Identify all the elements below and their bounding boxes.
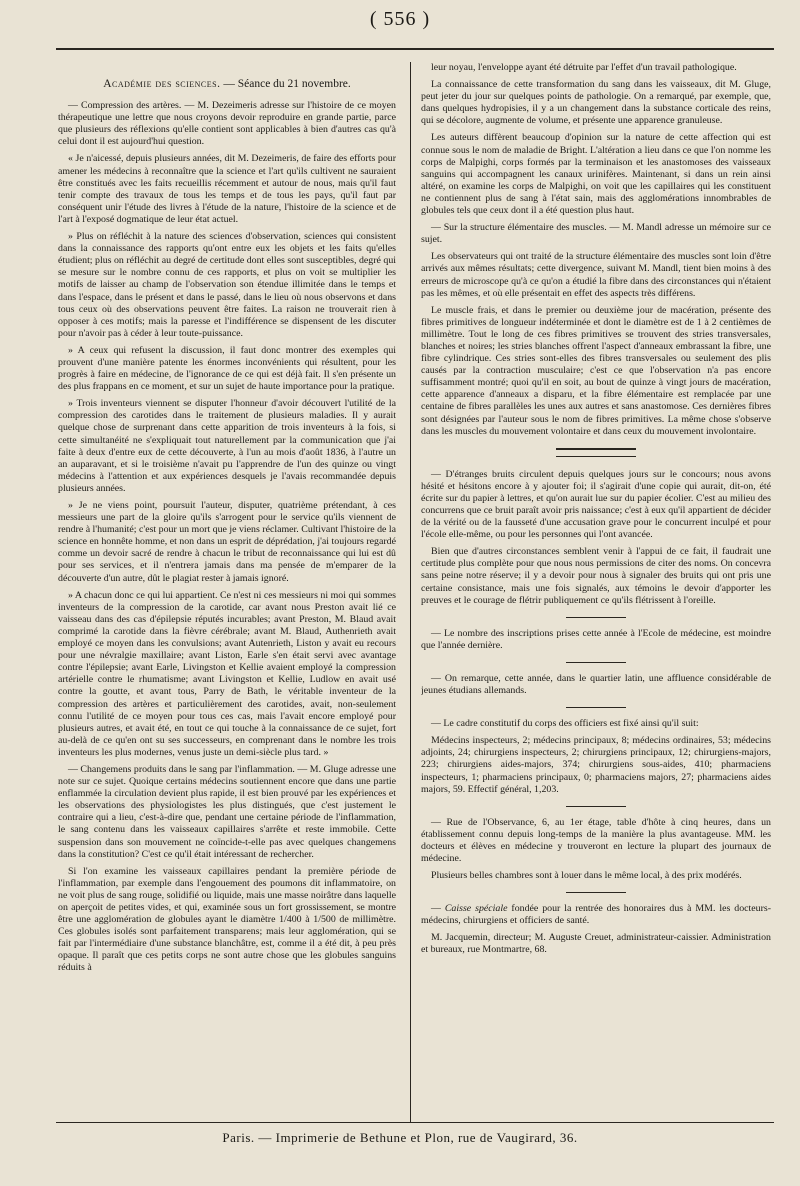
- article-paragraph: Plusieurs belles chambres sont à louer dans le même local, à des prix modérés.: [431, 870, 742, 882]
- right-column: [421, 62, 771, 1118]
- separator: [566, 892, 626, 893]
- article-paragraph: — Rue de l'Observance, 6, au 1er étage, table d'hôte à cinq heures, dans un établissement connu depuis long-temps de la manière la plus avantageuse. MM. les docteurs et élèves en médecine y trouveront en lecture la plupart des journaux de médecine.: [421, 816, 771, 864]
- article-paragraph: La connaissance de cette transformation du sang dans les vaisseaux, dit M. Gluge, peut jeter du jour sur quelques points de pathologie. On a remarqué, par exemple, que, dans quelques hydropisies, il y a un changement dans la substance corticale des reins, qui se décolore, augmente de volume, et présente une apparence granuleuse.: [421, 79, 771, 127]
- article-paragraph: — On remarque, cette année, dans le quartier latin, une affluence considérable de jeunes étudians allemands.: [421, 672, 771, 697]
- article-paragraph: — Compression des artères. — M. Dezeimeris adresse sur l'histoire de ce moyen thérapeutique une lettre que nous croyons devoir reproduire en grande partie, parce que plusieurs des réflexions qu'elle contient sont applicables à bien d'autres cas qu'à celui dont il est aujourd'hui question.: [58, 100, 396, 148]
- article-paragraph: — Caisse spéciale fondée pour la rentrée des honoraires dus à MM. les docteurs-médecins, chirurgiens et officiers de santé.: [421, 903, 771, 927]
- separator: [566, 806, 626, 807]
- left-column: [58, 62, 396, 1118]
- article-paragraph: — Le nombre des inscriptions prises cette année à l'Ecole de médecine, est moindre que l'année dernière.: [421, 627, 771, 651]
- top-rule: [56, 48, 774, 50]
- page-number: ( 556 ): [369, 8, 431, 30]
- article-paragraph: leur noyau, l'enveloppe ayant été détruite par l'effet d'un travail pathologique.: [431, 62, 737, 73]
- separator: [566, 617, 626, 618]
- separator: [566, 662, 626, 663]
- article-paragraph: — Changemens produits dans le sang par l'inflammation. — M. Gluge adresse une note sur ce sujet. Quoique certains médecins soutiennent encore que dans une partie enflammée la circulation devient plus rapide, il est bien prouvé par les expériences et les observations des physiologistes les plus distingués, que c'est justement le contraire qui a lieu, c'est-à-dire que, pendant une certaine période de l'inflammation, le sang contenu dans les vaisseaux capillaires s'arrête et reste immobile. Cette suspension dans son mouvement ne coïncide-t-elle pas avec quelques changemens dans la constitution? C'est ce qu'il était intéressant de rechercher.: [58, 763, 396, 860]
- heading-academy: Académie des sciences.: [103, 78, 221, 90]
- heading-session: — Séance du 21 novembre.: [220, 78, 351, 90]
- article-paragraph: Médecins inspecteurs, 2; médecins principaux, 8; médecins ordinaires, 53; médecins adjoints, 24; chirurgiens inspecteurs, 2; chirurgiens principaux, 12; chirurgiens-majors, 223; chirurgiens aides-majors, 374; chirurgiens sous-aides, 410; pharmaciens inspecteurs, 1; pharmaciens principaux, 0; pharmaciens majors, 27; pharmaciens aides majors, 59. Effectif général, 1,203.: [421, 735, 771, 795]
- article-paragraph: — Le cadre constitutif du corps des officiers est fixé ainsi qu'il suit:: [431, 718, 699, 730]
- article-paragraph: Le muscle frais, et dans le premier ou deuxième jour de macération, présente des fibres primitives de longueur indéterminée et dont le diamètre est de 1 à 2 centièmes de millimètre. Tout le long de ces fibres primitives se trouvent des stries transversales, blanches et noires; les stries blanches offrent l'aspect d'anneaux embrassant la fibre, une fibre cylindrique. Ces stries sont-elles des fibres transversales ou seulement des plis causés par la contraction musculaire; c'est ce que l'observation n'a pas encore suffisamment montré; quoi qu'il en soit, au bout de quinze à vingt jours de macération, cette apparence d'anneaux a disparu, et la fibre élémentaire est remplacée par une centaine de fibres parallèles les unes aux autres et sans anastomose. Ces dernières fibres sont désignées par l'auteur sous le nom de fibres primitives. La même chose s'observe dans les muscles du mouvement volontaire et dans ceux du mouvement involontaire.: [421, 304, 771, 437]
- article-paragraph: M. Jacquemin, directeur; M. Auguste Creuet, administrateur-caissier. Administration et bureaux, rue Montmartre, 68.: [421, 932, 771, 956]
- article-paragraph: — Sur la structure élémentaire des muscles. — M. Mandl adresse un mémoire sur ce sujet.: [421, 222, 771, 246]
- column-divider: [410, 62, 411, 1122]
- article-paragraph: Si l'on examine les vaisseaux capillaires pendant la première période de l'inflammation, par exemple dans l'engouement des poumons dit inflammatoire, on ne voit plus de sang rouge, solidifié ou liquide, mais une masse noirâtre dans laquelle on aperçoit de petites vides, et qui, examinée sous un fort grossissement, se montre être une agglomération de globules ayant le diamètre 1/400 à 1/500 de millimètre. Ces globules isolés sont parfaitement transparens; mais leur agglomération, qui se fait par l'intermédiaire d'une substance blanchâtre, est, comme il a été dit, à peu près opaque. Il paraît que ces petits corps ne sont autre chose que les globules sanguins réduits à: [58, 865, 396, 974]
- article-paragraph: » Trois inventeurs viennent se disputer l'honneur d'avoir découvert l'utilité de la compression des carotides dans le traitement de plusieurs maladies. Il y aurait quelque chose de surprenant dans cette apparition de trois inventeurs à la fois, si cette simultanéité ne s'expliquait tout naturellement par la communication que j'ai faite à deux d'entre eux de cette découverte, à l'un au mois d'août 1836, à l'autre un an auparavant, et si le troisième n'avait pu l'apprendre de l'un des quinze ou vingt médecins à l'attention et aux expériences desquels je l'avais recommandée depuis plusieurs années.: [58, 398, 396, 494]
- ornamental-separator: [556, 448, 636, 457]
- printer-footer: Paris. — Imprimerie de Bethune et Plon, rue de Vaugirard, 36.: [222, 1130, 578, 1145]
- caisse-title: Caisse spéciale: [444, 903, 508, 915]
- separator: [566, 707, 626, 708]
- caisse-text: fondée pour la rentrée des honoraires dus à MM. les docteurs-médecins, chirurgiens et officiers de santé.: [421, 903, 771, 927]
- article-paragraph: » Plus on réfléchit à la nature des sciences d'observation, sciences qui consistent dans la connaissance des rapports qu'ont entre eux les objets et les faits qu'elles étudient; plus on réfléchit au degré de certitude dont elles sont susceptibles, degré qui se mesure sur le nombre connu de ces rapports, et plus on voit se multiplier les motifs de laisser au champ de l'observation son étendue illimitée dans le temps et dans l'espace, dans le présent et dans le passé, dans le lieu où nous observons et dans tous ceux où des observations peuvent être faites. La raison ne trouverait rien à opposer à ces motifs; mais la paresse et l'indifférence se dispensent de les discuter pour n'avoir pas à céder à leur toute-puissance.: [58, 231, 396, 339]
- bottom-rule: [56, 1122, 774, 1123]
- article-paragraph: » A chacun donc ce qui lui appartient. Ce n'est ni ces messieurs ni moi qui sommes inventeurs de la compression de la carotide, car avant nous Preston avait lié ce vaisseau dans des cas d'épilepsie réputés incurables; avant Preston, M. Blaud avait comprimé la carotide dans la fièvre cérébrale; avant M. Blaud, Authenrieth avait employé ce moyen dans les convulsions; avant Autenrieth, Liston y avait eu recours pour une névralgie maxillaire; avant Liston, Earle s'en était servi avec avantage contre l'épilepsie; avant Earle, Livingston et Kellie avaient employé la compression artérielle contre le rhumatisme; avant Livingston et Kellie, Ludlow en avait usé contre la goutte, et avant tous, Parry de Bath, le véritable inventeur de la compression des artères et particulièrement des carotides, avait, non-seulement connu l'utilité de ce moyen pour tous ces cas, mais l'avait encore employé pour plusieurs autres, et avait été, en tout ce qui touche à la connaissance de ce sujet, fort au-delà de ce qu'en ont su ses successeurs, en comprenant dans le nombre les trois inventeurs les plus modernes, venus juste un demi-siècle plus tard. »: [58, 589, 396, 758]
- article-paragraph: » Je ne viens point, poursuit l'auteur, disputer, quatrième prétendant, à ces messieurs une part de la gloire qu'ils s'arrogent pour le service qu'ils viennent de rendre à l'humanité; c'est pour un mort que je viens réclamer. Cultivant l'histoire de la science en honnête homme, et non dans un esprit de déprédation, j'ai toujours regardé comme un devoir sacré de rendre à chacun le tribut de reconnaissance qui lui est dû pour ses services, et il n'entrera jamais dans ma pensée de m'emparer de la découverte d'un autre, dût le plagiat rester à jamais ignoré.: [58, 500, 396, 584]
- article-paragraph: » A ceux qui refusent la discussion, il faut donc montrer des exemples qui prouvent d'une manière patente les énormes inconvénients qui résultent, pour les progrès à faire en médecine, de l'ignorance de ce qui est déjà fait. Il s'en présente un des plus frappans en ce moment, et sur un sujet de haute importance pour la pratique.: [58, 344, 396, 393]
- article-paragraph: Les auteurs diffèrent beaucoup d'opinion sur la nature de cette affection qui est connue sous le nom de maladie de Bright. L'altération a lieu dans ce que l'on nomme les corps de Malpighi, corps formés par la terminaison et les anastomoses des vaisseaux sanguins qui accompagnent les canaux urinifères. Maintenant, si dans un rein ainsi altéré, on examine les corps de Malpighi, on voit que les capillaires qui les constituent ne contiennent plus de sang à l'état sain, mais des agglomérations innombrables de globules tels que ceux dont il a été question plus haut.: [421, 132, 771, 217]
- article-paragraph: Les observateurs qui ont traité de la structure élémentaire des muscles sont loin d'être arrivés aux mêmes résultats; cette divergence, suivant M. Mandl, tient bien moins à des erreurs de microscope qu'à ce qu'on a étudié la fibre dans des circonstances qui n'étaient pas les mêmes, et où elle présentait en effet des aspects très différens.: [421, 251, 771, 299]
- article-paragraph: Bien que d'autres circonstances semblent venir à l'appui de ce fait, il faudrait une certitude plus complète pour que nous nous permissions de citer des noms. On concevra sans peine notre réserve; il y a devoir pour nous à signaler des bruits qui ont pris une certaine consistance, mais une fois signalés, aux témoins le devoir d'apporter les preuves et le courage de flétrir publiquement ce qu'ils flétrissent à l'oreille.: [421, 546, 771, 606]
- article-paragraph: « Je n'aicessé, depuis plusieurs années, dit M. Dezeimeris, de faire des efforts pour amener les médecins à reconnaître que la science et l'art qu'ils cultivent ne sauraient être constitués avec les faits recueillis récemment et autour de nous, mais qu'il faut tenir compte des travaux de tous les temps et de tous les pays, qu'il faut par conséquent unir l'étude des livres à l'étude de la nature, l'histoire de la science et de l'art à l'exposé dogmatique de leur état actuel.: [58, 153, 396, 225]
- section-heading: [58, 78, 396, 90]
- article-paragraph: — D'étranges bruits circulent depuis quelques jours sur le concours; nous avons hésité et hésitons encore à y ajouter foi; il s'agirait d'une copie qui aurait, dit-on, été écrite sur du papier à lettres, et qu'on aurait lue sur du papier écolier. C'est au milieu des concurrens que ce bruit paraît avoir pris naissance; c'est à eux qu'il appartient de décider de la vérité ou de la fausseté d'une accusation grave pour le concurrent inculpé et pour l'école elle-même, ou pour les personnes qui l'ont avancée.: [421, 468, 771, 541]
